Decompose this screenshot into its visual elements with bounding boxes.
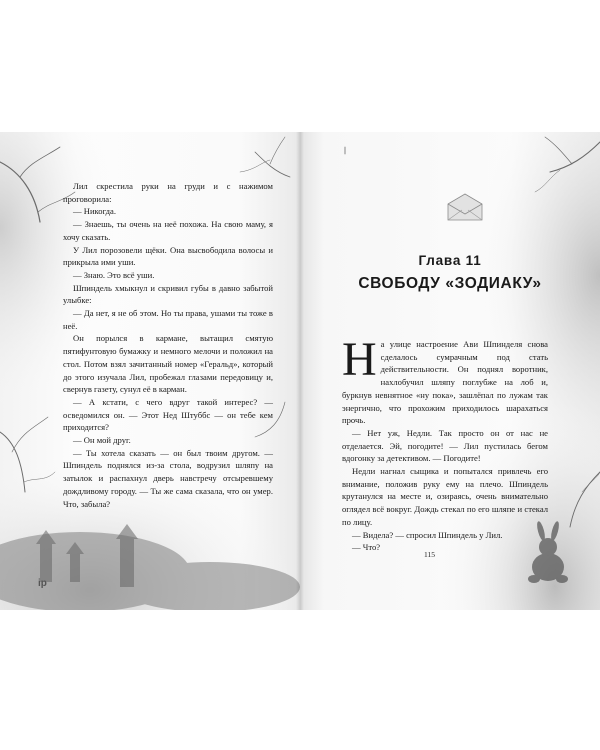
left-page-text <box>63 180 273 510</box>
paragraph: — Что? <box>352 542 381 553</box>
chapter-title: СВОБОДУ «ЗОДИАКУ» <box>358 275 542 292</box>
paragraph: Шпиндель хмыкнул и скривил губы в давно забытой улыбке: <box>63 282 273 306</box>
paragraph: Недли нагнал сыщика и попытался привлечь его внимание, положив руку ему на плечо. Шпиндель крутанулся на месте и, озираясь, очень внимательно оглядел всё вокруг. Дождь стекал по его шляпе и стекал по лицу. <box>342 466 548 527</box>
paragraph: Он порылся в кармане, вытащил смятую пятифунтовую бумажку и немного мелочи и положил на стол. Потом взял зачитанный номер «Геральд», который до этого изучала Лил, пробежал глазами передовицу и, свернув газету, сунул её в карман. <box>63 333 273 395</box>
paragraph: — Знаю. Это всё уши. <box>73 269 155 280</box>
paragraph: — Он мой друг. <box>73 435 131 446</box>
paragraph: У Лил порозовели щёки. Она высвободила волосы и прикрыла ими уши. <box>63 244 273 268</box>
page-number: 115 <box>424 550 435 559</box>
paragraph: — А кстати, с чего вдруг такой интерес? — осведомился он. — Этот Нед Штуббс — он тебе кем приходится? <box>63 396 273 433</box>
chapter-label: Глава 11 <box>418 253 482 268</box>
book-gutter <box>296 132 304 610</box>
paragraph: Лил скрестила руки на груди и с нажимом проговорила: <box>63 181 273 204</box>
paragraph: — Нет уж, Недли. Так просто он от нас не отделается. Эй, погодите! — Лил пустилась бегом вдогонку за детективом. — Погодите! <box>342 427 548 464</box>
paragraph: — Ты хотела сказать — он был твоим другом. — Шпиндель поднялся из-за стола, водрузил шляпу на затылок и распахнул дверь навстречу отсыревшему дождливому городу. — Ты же сама сказала, что он умер. Что, забыла? <box>63 447 273 509</box>
drop-cap: Н <box>342 333 377 386</box>
paragraph: — Да нет, я не об этом. Но ты права, ушами ты тоже в неё. <box>63 308 273 331</box>
paragraph: — Никогда. <box>73 206 117 217</box>
paragraph-text: а улице настроение Ави Шпинделя снова сделалось сумрачным под стать действительности. Он поднял воротник, нахлобучил шляпу поглубже на лоб и, буркнув невнятное «ну пока», зашлёпал по лужам так энергично, что прохожим приходилось шарахаться прочь. <box>342 339 548 426</box>
right-page-text <box>342 333 548 554</box>
book-spread <box>0 132 600 610</box>
paragraph-opening <box>342 333 548 427</box>
left-page <box>0 132 300 610</box>
publisher-logo: ip <box>38 578 47 589</box>
paragraph: — Знаешь, ты очень на неё похожа. На свою маму, я хочу сказать. <box>63 219 273 242</box>
paragraph: — Видела? — спросил Шпиндель у Лил. <box>352 529 503 540</box>
